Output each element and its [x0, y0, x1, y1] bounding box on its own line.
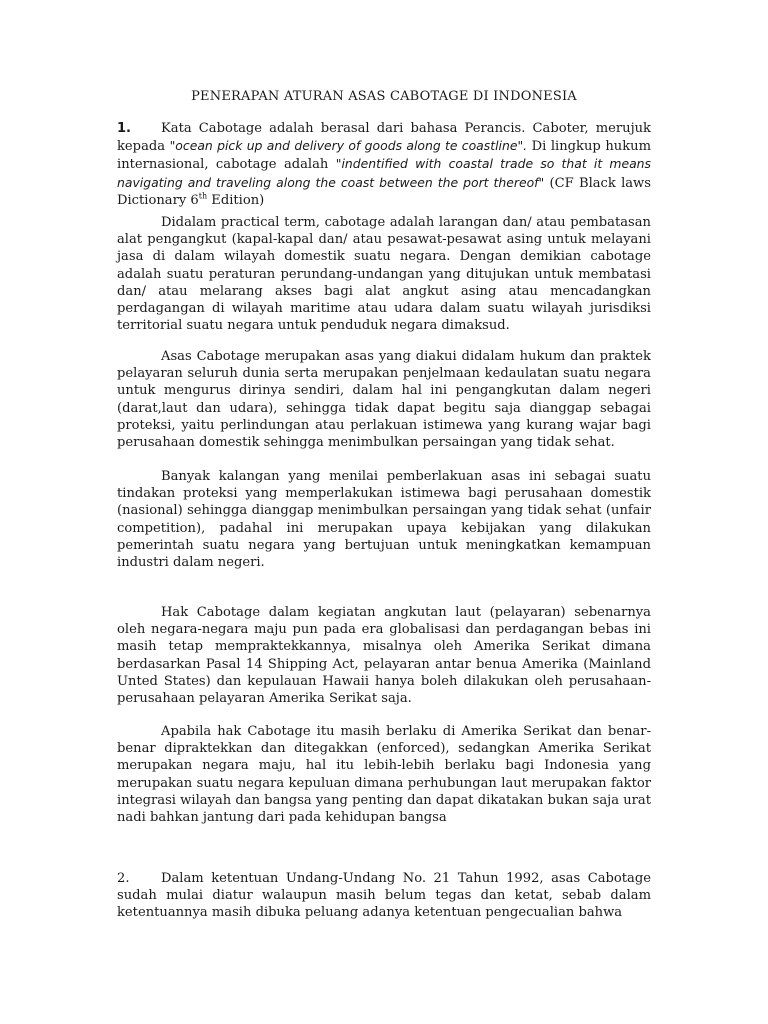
- paragraph-number: 1.: [117, 121, 131, 136]
- document-title: PENERAPAN ATURAN ASAS CABOTAGE DI INDONESIA: [191, 89, 577, 104]
- paragraph-3: Asas Cabotage merupakan asas yang diakui didalam hukum dan praktek pelayaran seluruh dunia serta merupakan penjelmaan kedaulatan suatu negara untuk mengurus dirinya sendiri, dalam hal ini pengangkutan dalam negeri (darat,laut dan udara), sehingga tidak dapat begitu saja dianggap sebagai proteksi, yaitu perlindungan atau perlakuan istimewa yang kurang wajar bagi perusahaan domestik sehingga menimbulkan persaingan yang tidak sehat.: [117, 349, 651, 451]
- paragraph-4: Banyak kalangan yang menilai pemberlakuan asas ini sebagai suatu tindakan proteksi yang memperlakukan istimewa bagi perusahaan domestik (nasional) sehingga dianggap menimbulkan persaingan yang tidak sehat (unfair competition), padahal ini merupakan upaya kebijakan yang dilakukan pemerintah suatu negara yang bertujuan untuk meningkatkan kemampuan industri dalam negeri.: [117, 469, 651, 571]
- paragraph-1: [117, 120, 651, 209]
- paragraph-text: Dalam ketentuan Undang-Undang No. 21 Tahun 1992, asas Cabotage sudah mulai diatur walaupun masih belum tegas dan ketat, sebab dalam ketentuannya masih dibuka peluang adanya ketentuan pengecualian bahwa: [117, 871, 651, 921]
- paragraph-text: (CF Black laws Dictionary 6: [117, 175, 651, 208]
- quote-ocean-pickup: "ocean pick up and delivery of goods along te coastline".: [169, 138, 528, 154]
- paragraph-text: Di lingkup hukum internasional, cabotage adalah: [117, 139, 651, 173]
- paragraph-5: Hak Cabotage dalam kegiatan angkutan laut (pelayaran) sebenarnya oleh negara-negara maju pun pada era globalisasi dan perdagangan bebas ini masih tetap mempraktekkannya, misalnya oleh Amerika Serikat dimana berdasarkan Pasal 14 Shipping Act, pelayaran antar benua Amerika (Mainland Unted States) dan kepulauan Hawaii hanya boleh dilakukan oleh perusahaan-perusahaan pelayaran Amerika Serikat saja.: [117, 605, 651, 707]
- paragraph-number: 2.: [117, 871, 130, 886]
- paragraph-text: Kata Cabotage adalah berasal dari bahasa Perancis. Caboter, merujuk kepada: [117, 121, 651, 155]
- quote-coastal-trade: "indentified with coastal trade so that it means navigating and traveling along the coast between the port thereof": [117, 156, 651, 190]
- paragraph-7: [117, 870, 651, 922]
- superscript: th: [198, 191, 208, 201]
- paragraph-6: Apabila hak Cabotage itu masih berlaku di Amerika Serikat dan benar-benar dipraktekkan dan ditegakkan (enforced), sedangkan Amerika Serikat merupakan negara maju, hal itu lebih-lebih berlaku bagi Indonesia yang merupakan suatu negara kepuluan dimana perhubungan laut merupakan faktor integrasi wilayah dan bangsa yang penting dan dapat dikatakan bukan saja urat nadi bahkan jantung dari pada kehidupan bangsa: [117, 724, 651, 826]
- paragraph-2: Didalam practical term, cabotage adalah larangan dan/ atau pembatasan alat pengangkut (kapal-kapal dan/ atau pesawat-pesawat asing untuk melayani jasa di dalam wilayah domestik suatu negara. Dengan demikian cabotage adalah suatu peraturan perundang-undangan yang ditujukan untuk membatasi dan/ atau melarang akses bagi alat angkut asing atau mencadangkan perdagangan di wilayah maritime atau udara dalam suatu wilayah jurisdiksi territorial suatu negara untuk penduduk negara dimaksud.: [117, 215, 651, 334]
- paragraph-text: Edition): [207, 192, 265, 208]
